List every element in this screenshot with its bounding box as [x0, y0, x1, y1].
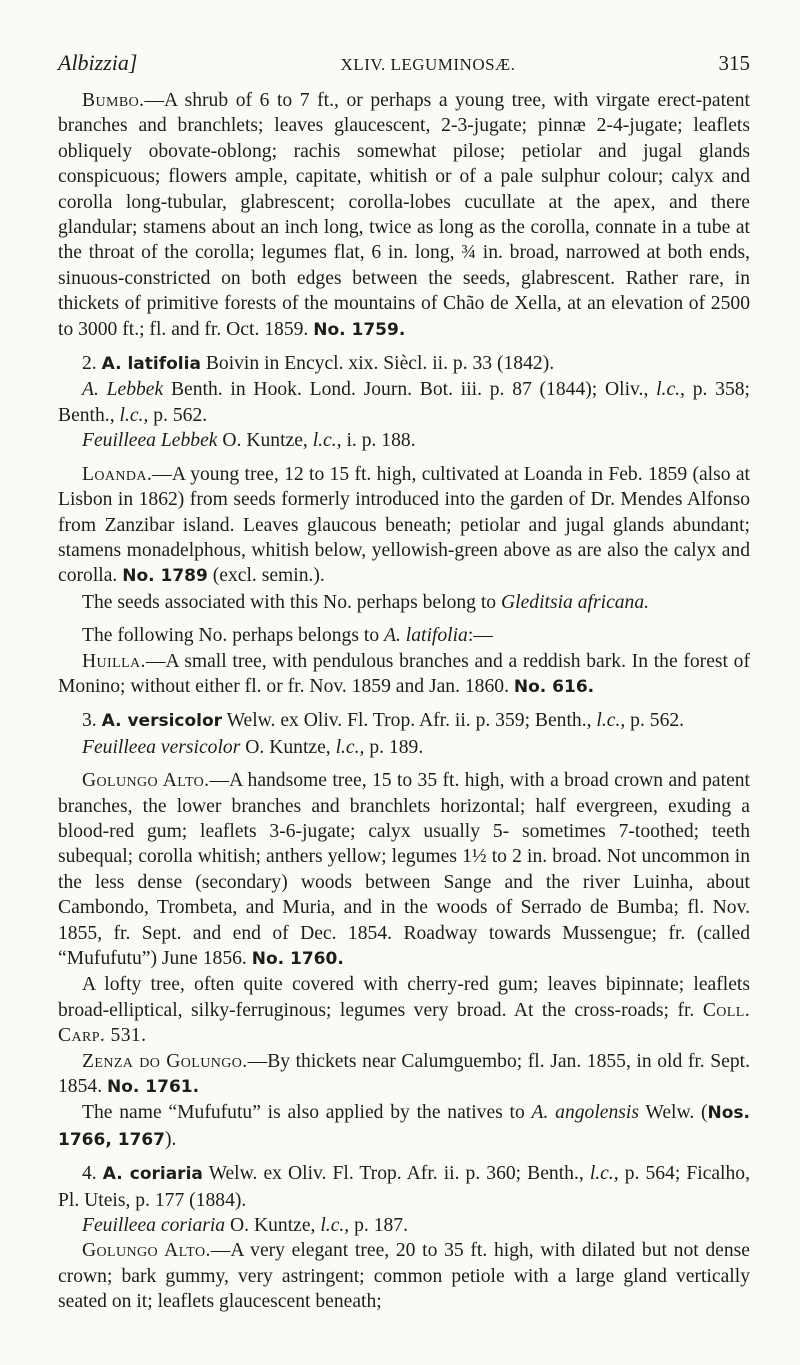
synonym-feuilleea-coriaria [58, 1213, 750, 1238]
synonym-page: p. 358; [692, 379, 751, 401]
species-citation: Welw. ex Oliv. Fl. Trop. Afr. ii. p. 360; Benth., [208, 1163, 584, 1185]
paragraph-lofty-tree [58, 972, 750, 1048]
synonym-author: O. Kuntze, [230, 1215, 316, 1237]
header-family: XLIV. LEGUMINOSÆ. [340, 55, 516, 74]
paragraph-text: —A shrub of 6 to 7 ft., or perhaps a young tree, with virgate erect-patent branches and branchlets; leaves glaucescent, 2-3-jugate; pinnæ 2-4-jugate; leaflets obliquely obovate-oblong; rachis somewhat pilose; petiolar and jugal glands conspicuous; flowers ample, capitate, whitish or of a pale sulphur colour; calyx and corolla long-tubular, glabrescent; corolla-lobes cucullate at the apex, and there glandular; stamens about an inch long, twice as long as the corolla, connate in a tube at the throat of the corolla; legumes flat, 6 in. long, ¾ in. broad, narrowed at both ends, sinuous-constricted on both edges between the seeds, glabrescent. Rather rare, in thickets of primitive forests of the mountains of Chão de Xella, at an elevation of 2500 to 3000 ft.; fl. and fr. Oct. 1859. [58, 90, 750, 340]
species-citation: Welw. ex Oliv. Fl. Trop. Afr. ii. p. 359; Benth., [226, 710, 592, 732]
species-page: p. 564; Ficalho, Pl. Uteis, p. 177 (1884). [58, 1163, 750, 1211]
paragraph-text: —By thickets near Calumguembo; fl. Jan. 1855, in old fr. Sept. 1854. [58, 1050, 750, 1098]
paragraph-seeds-note [58, 590, 750, 615]
paragraph-text: —A very elegant tree, 20 to 35 ft. high, with dilated but not dense crown; bark gummy, very astringent; common petiole with a large gland vertically seated on it; leaflets glaucescent beneath; [58, 1240, 750, 1313]
synonym-feuilleea-lebbek [58, 428, 750, 453]
species-heading-versicolor [58, 708, 750, 734]
synonym-author: Benth., [58, 404, 115, 426]
taxon-name: A. latifolia [384, 625, 468, 647]
paragraph-text: The seeds associated with this No. perhaps belong to [82, 591, 497, 613]
synonym-name: A. Lebbek [82, 379, 164, 401]
locality-name: Golungo Alto. [82, 1240, 211, 1262]
species-heading-latifolia [58, 351, 750, 377]
synonym-name: Feuilleea Lebbek [82, 430, 218, 452]
paragraph-text: Welw. ( [645, 1102, 708, 1124]
loc-cit: l.c., [320, 1215, 350, 1237]
paragraph-text: The following No. perhaps belongs to [82, 625, 380, 647]
synonym-page: p. 562. [153, 404, 208, 426]
paragraph-text: ). [165, 1128, 177, 1150]
species-name: A. coriaria [102, 1164, 203, 1185]
loc-cit: l.c., [656, 379, 685, 401]
paragraph-bumbo [58, 88, 750, 343]
loc-cit: l.c., [312, 430, 342, 452]
taxon-name: Gleditsia africana. [501, 591, 650, 613]
synonym-lebbek [58, 377, 750, 428]
specimen-number: No. 616. [513, 676, 595, 697]
synonym-page: i. p. 188. [346, 430, 416, 452]
locality-name: Zenza do Golungo. [82, 1050, 248, 1072]
paragraph-text: (excl. semin.). [212, 565, 325, 587]
page-body [58, 88, 750, 1315]
synonym-page: p. 187. [354, 1215, 408, 1237]
paragraph-text: —A handsome tree, 15 to 35 ft. high, with a broad crown and patent branches, the lower branches and branchlets horizontal; half evergreen, exuding a blood-red gum; leaflets 3-6-jugate; calyx usually 5- sometimes 7-toothed; teeth subequal; corolla whitish; anthers yellow; legumes 1½ to 2 in. broad. Not uncommon in the less dense (secondary) woods between Sange and the river Luinha, about Cambondo, Trombeta, and Muria, and in the woods of Serrado de Bumba; fl. Nov. 1855, fr. Sept. and end of Dec. 1854. Roadway towards Mussengue; fr. (called “Mufufutu”) June 1856. [58, 770, 751, 969]
loc-cit: l.c., [335, 736, 365, 758]
specimen-number: Nos. 1766, 1767 [58, 1103, 750, 1150]
paragraph-text: A lofty tree, often quite covered with cherry-red gum; leaves bipinnate; leaflets broad-elliptical, silky-ferruginous; legumes very broad. At the cross-roads; fr. [58, 974, 750, 1021]
paragraph-mufufutu [58, 1100, 750, 1153]
loc-cit: l.c., [596, 710, 626, 732]
page-number: 315 [718, 51, 750, 75]
locality-name: Golungo Alto. [82, 770, 210, 792]
specimen-number: No. 1760. [251, 949, 344, 969]
synonym-feuilleea-versicolor [58, 735, 750, 760]
locality-name: Bumbo. [82, 90, 145, 111]
paragraph-text: :— [467, 625, 493, 647]
taxon-name: A. angolensis [531, 1102, 639, 1124]
loc-cit: l.c., [119, 404, 149, 426]
locality-name: Huilla. [82, 650, 146, 672]
species-index: 2. [82, 353, 97, 375]
paragraph-huilla [58, 649, 750, 701]
species-index: 3. [82, 710, 97, 732]
specimen-number: No. 1789 [122, 566, 208, 587]
paragraph-golungo-alto-coriaria [58, 1238, 750, 1314]
paragraph-following-note [58, 623, 750, 648]
specimen-number: No. 1761. [107, 1077, 200, 1098]
synonym-author: Oliv., [604, 379, 649, 401]
paragraph-text: —A small tree, with pendulous branches and a reddish bark. In the forest of Monino; without either fl. or fr. Nov. 1859 and Jan. 1860. [58, 650, 750, 697]
collection-number: Coll. Carp. 531. [58, 999, 750, 1047]
synonym-name: Feuilleea versicolor [82, 736, 241, 758]
locality-name: Loanda. [82, 463, 153, 485]
species-index: 4. [82, 1163, 97, 1185]
species-name: A. latifolia [101, 354, 201, 375]
running-header [58, 50, 750, 76]
paragraph-text: —A young tree, 12 to 15 ft. high, cultivated at Loanda in Feb. 1859 (also at Lisbon in 1862) from seeds formerly introduced into the garden of Dr. Mendes Alfonso from Zanzibar island. Leaves glaucous beneath; petiolar and jugal glands abundant; stamens monadelphous, whitish below, yellowish-green above as are also the calyx and corolla. [58, 463, 750, 587]
loc-cit: l.c., [589, 1163, 619, 1185]
synonym-name: Feuilleea coriaria [82, 1215, 226, 1237]
synonym-author: O. Kuntze, [245, 736, 331, 758]
species-page: p. 562. [630, 710, 685, 732]
synonym-citation: Benth. in Hook. Lond. Journ. Bot. iii. p. 87 (1844); [170, 379, 598, 401]
paragraph-golungo-alto [58, 768, 750, 972]
paragraph-loanda [58, 462, 750, 590]
species-name: A. versicolor [101, 711, 223, 732]
header-genus: Albizzia] [58, 50, 138, 75]
species-heading-coriaria [58, 1161, 750, 1213]
synonym-page: p. 189. [369, 736, 424, 758]
paragraph-zenza [58, 1049, 750, 1101]
species-citation: Boivin in Encycl. xix. Siècl. ii. p. 33 (1842). [205, 353, 555, 375]
specimen-number: No. 1759. [313, 319, 406, 340]
paragraph-text: The name “Mufufutu” is also applied by the natives to [82, 1102, 525, 1124]
synonym-author: O. Kuntze, [222, 430, 308, 452]
